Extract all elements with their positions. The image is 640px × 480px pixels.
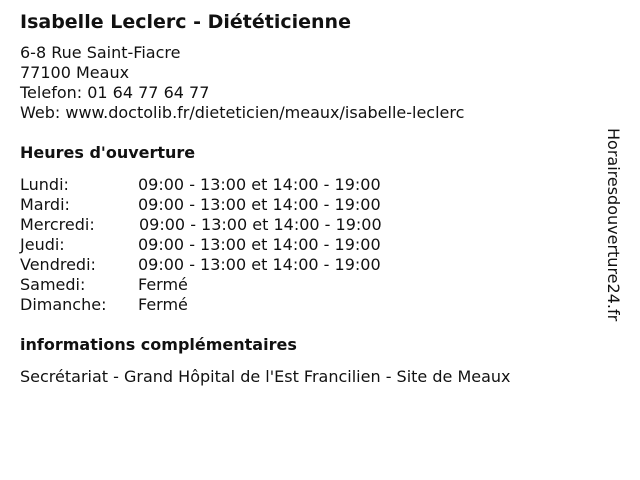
day-hours: 09:00 - 13:00 et 14:00 - 19:00 [138, 175, 381, 194]
business-name: Isabelle Leclerc - Diététicienne [20, 11, 351, 33]
hours-row-friday [20, 255, 600, 275]
day-label: Samedi: [20, 275, 86, 294]
hours-row-monday [20, 175, 600, 195]
hours-row-wednesday [20, 215, 600, 235]
day-label: Dimanche: [20, 295, 107, 314]
day-label: Vendredi: [20, 255, 96, 274]
hours-row-thursday [20, 235, 600, 255]
city-postcode: 77100 Meaux [20, 63, 130, 82]
day-label: Lundi: [20, 175, 69, 194]
hours-row-tuesday [20, 195, 600, 215]
day-hours: Fermé [138, 275, 188, 294]
day-hours: 09:00 - 13:00 et 14:00 - 19:00 [139, 215, 382, 234]
website-link[interactable]: Web: www.doctolib.fr/dieteticien/meaux/isabelle-leclerc [20, 103, 465, 122]
hours-row-saturday [20, 275, 600, 295]
day-hours: 09:00 - 13:00 et 14:00 - 19:00 [138, 235, 381, 254]
street-address: 6-8 Rue Saint-Fiacre [20, 43, 181, 62]
day-hours: Fermé [138, 295, 188, 314]
additional-info-text: Secrétariat - Grand Hôpital de l'Est Francilien - Site de Meaux [20, 367, 511, 386]
phone-number: Telefon: 01 64 77 64 77 [20, 83, 210, 102]
day-label: Jeudi: [20, 235, 65, 254]
business-card [20, 8, 600, 387]
additional-info-heading: informations complémentaires [20, 335, 297, 354]
contact-block [20, 43, 600, 123]
hours-row-sunday [20, 295, 600, 315]
site-watermark: Horairesdouverture24.fr [604, 128, 623, 322]
opening-hours-heading: Heures d'ouverture [20, 143, 196, 162]
day-hours: 09:00 - 13:00 et 14:00 - 19:00 [138, 255, 381, 274]
day-hours: 09:00 - 13:00 et 14:00 - 19:00 [138, 195, 381, 214]
day-label: Mercredi: [20, 215, 95, 234]
opening-hours-list [20, 175, 600, 315]
day-label: Mardi: [20, 195, 70, 214]
